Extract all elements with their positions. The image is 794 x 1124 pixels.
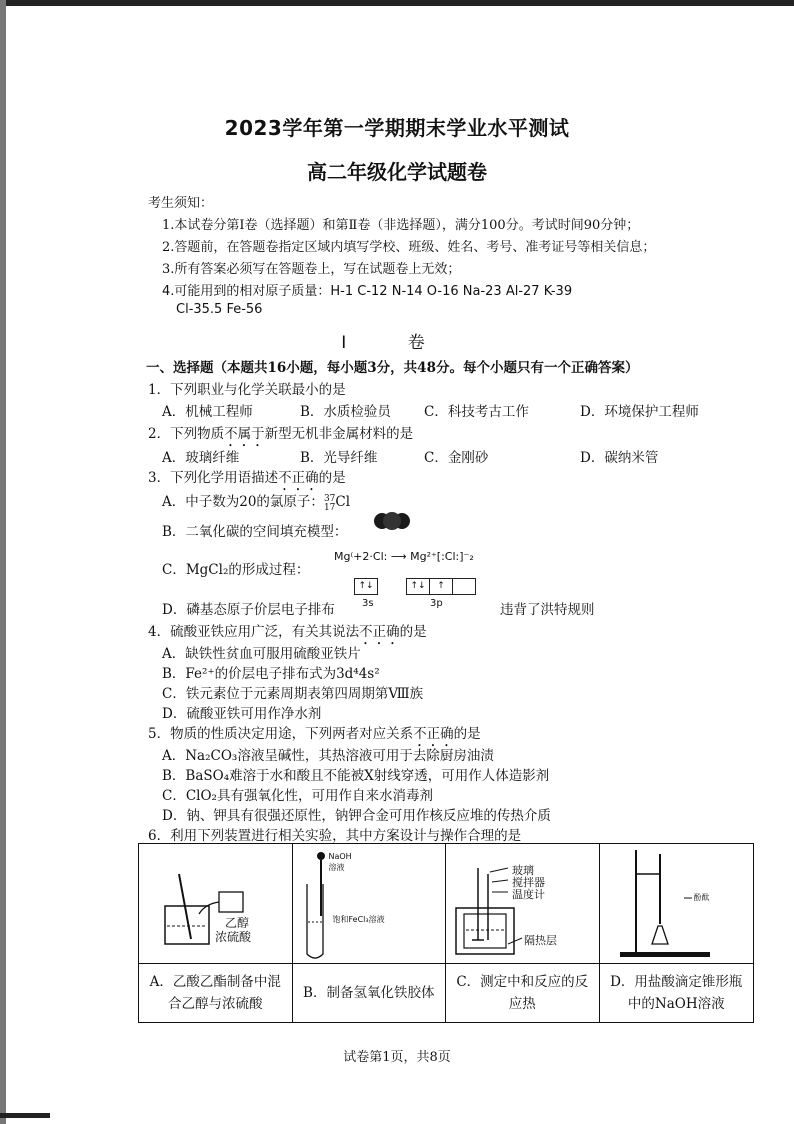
beaker-mixing-diagram bbox=[139, 844, 292, 964]
exam-subtitle: 高二年级化学试题卷 bbox=[307, 160, 487, 184]
q3-option-d-tail: 违背了洪特规则 bbox=[500, 602, 595, 618]
q3-option-a: A．中子数为20的氯原子：37 17Cl bbox=[162, 494, 351, 513]
q4-stem: 4．硫酸亚铁应用广泛，有关其说法不正确的是 bbox=[148, 624, 427, 640]
orbital-3p-label: 3p bbox=[430, 598, 443, 609]
orbital-3p-1: ↑↓ bbox=[406, 578, 430, 595]
mgcl2-formation-formula: Mg⁽+2·Cl: ⟶ Mg²⁺[:Cl:]⁻₂ bbox=[334, 550, 474, 563]
q5-stem: 5．物质的性质决定用途，下列两者对应关系不正确的是 bbox=[148, 726, 481, 742]
q3-option-b: B．二氧化碳的空间填充模型： bbox=[162, 524, 348, 540]
q4-option-a: A．缺铁性贫血可服用硫酸亚铁片 bbox=[162, 646, 361, 662]
q2-option-a: A．玻璃纤维 bbox=[162, 450, 240, 466]
apparatus-c bbox=[446, 844, 600, 964]
label-insulation: 隔热层 bbox=[524, 934, 557, 947]
q1-stem: 1．下列职业与化学关联最小的是 bbox=[148, 382, 346, 398]
scan-top-edge bbox=[0, 0, 794, 6]
label-conc-sulfuric-acid: 浓硫酸 bbox=[215, 930, 252, 944]
label-thermometer: 温度计 bbox=[512, 888, 545, 901]
q3-stem: 3．下列化学用语描述不正确的是 bbox=[148, 470, 346, 486]
q1-option-d: D．环境保护工程师 bbox=[580, 404, 699, 420]
orbital-3s-label: 3s bbox=[362, 598, 374, 609]
scan-bottom-mark bbox=[0, 1113, 50, 1118]
label-solution: 溶液 bbox=[328, 863, 345, 872]
q4-option-c: C．铁元素位于元素周期表第四周期第Ⅷ族 bbox=[162, 686, 424, 702]
q4-option-d: D．硫酸亚铁可用作净水剂 bbox=[162, 706, 322, 722]
q2-option-d: D．碳纳米管 bbox=[580, 450, 659, 466]
notice-item-5: Cl-35.5 Fe-56 bbox=[176, 302, 263, 317]
notice-item-4: 4.可能用到的相对原子质量：H-1 C-12 N-14 O-16 Na-23 Al-27 K-39 bbox=[162, 284, 573, 299]
orbital-3p-2: ↑ bbox=[430, 578, 453, 595]
apparatus-b bbox=[293, 844, 447, 964]
q1-option-c: C．科技考古工作 bbox=[424, 404, 529, 420]
notice-item-3: 3.所有答案必须写在答题卷上，写在试题卷上无效； bbox=[162, 262, 461, 277]
caption-c: C．测定中和反应的反应热 bbox=[446, 964, 600, 1022]
label-naoh: NaOH bbox=[328, 852, 352, 861]
label-ethanol: 乙醇 bbox=[225, 916, 250, 930]
notice-item-1: 1.本试卷分第Ⅰ卷（选择题）和第Ⅱ卷（非选择题），满分100分。考试时间90分钟； bbox=[162, 218, 640, 233]
page-footer: 试卷第1页，共8页 bbox=[343, 1050, 451, 1065]
label-fecl3: 饱和FeCl₃溶液 bbox=[332, 915, 385, 924]
q1-option-b: B．水质检验员 bbox=[300, 404, 391, 420]
q3-option-d: D．磷基态原子价层电子排布 bbox=[162, 602, 335, 618]
test-tube-dropper-diagram bbox=[293, 844, 446, 964]
label-phenolphthalein: 酚酞 bbox=[693, 893, 710, 902]
q3-option-c: C．MgCl₂的形成过程： bbox=[162, 562, 310, 578]
q6-stem: 6．利用下列装置进行相关实验，其中方案设计与操作合理的是 bbox=[148, 828, 522, 844]
label-stirrer: 搅拌器 bbox=[512, 876, 545, 889]
caption-a: A．乙酸乙酯制备中混合乙醇与浓硫酸 bbox=[139, 964, 293, 1022]
co2-space-filling-model bbox=[374, 512, 410, 530]
phosphorus-orbital-diagram bbox=[354, 578, 476, 595]
apparatus-d bbox=[600, 844, 754, 964]
apparatus-a bbox=[139, 844, 293, 964]
q5-option-c: C．ClO₂具有强氧化性，可用作自来水消毒剂 bbox=[162, 788, 433, 804]
part-label: Ⅰ 卷 bbox=[341, 333, 453, 353]
q5-option-d: D．钠、钾具有很强还原性，钠钾合金可用作核反应堆的传热介质 bbox=[162, 808, 551, 824]
q1-option-a: A．机械工程师 bbox=[162, 404, 253, 420]
q5-option-a: A．Na₂CO₃溶液呈碱性，其热溶液可用于去除厨房油渍 bbox=[162, 748, 494, 764]
q6-apparatus-table bbox=[138, 843, 754, 1023]
label-glass: 玻璃 bbox=[512, 864, 534, 877]
q4-option-b: B．Fe²⁺的价层电子排布式为3d⁴4s² bbox=[162, 666, 380, 682]
caption-d: D．用盐酸滴定锥形瓶中的NaOH溶液 bbox=[610, 974, 743, 1012]
q2-stem: 2．下列物质不属于新型无机非金属材料的是 bbox=[148, 426, 414, 442]
orbital-3s: ↑↓ bbox=[354, 578, 378, 595]
orbital-3p-3 bbox=[453, 578, 476, 595]
notice-item-2: 2.答题前，在答题卷指定区域内填写学校、班级、姓名、考号、准考证号等相关信息； bbox=[162, 240, 656, 255]
exam-title: 2023学年第一学期期末学业水平测试 bbox=[224, 116, 570, 140]
section-title: 一、选择题（本题共16小题，每小题3分，共48分。每个小题只有一个正确答案） bbox=[146, 360, 639, 376]
notice-heading: 考生须知： bbox=[148, 196, 214, 211]
q5-option-b: B．BaSO₄难溶于水和酸且不能被X射线穿透，可用作人体造影剂 bbox=[162, 768, 550, 784]
q2-option-c: C．金刚砂 bbox=[424, 450, 489, 466]
titration-diagram bbox=[600, 844, 753, 964]
caption-b: B．制备氢氧化铁胶体 bbox=[293, 964, 447, 1022]
q2-option-b: B．光导纤维 bbox=[300, 450, 378, 466]
